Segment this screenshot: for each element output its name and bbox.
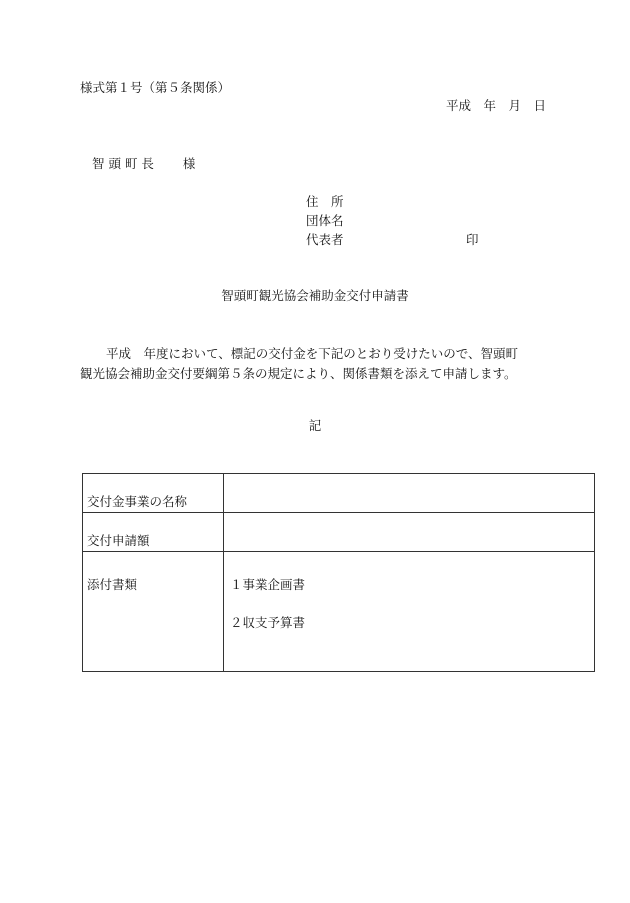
attachment-item-2: ２収支予算書 — [230, 615, 306, 630]
address-label: 住 所 — [306, 194, 344, 209]
seal-label: 印 — [466, 232, 479, 247]
representative-label: 代表者 — [306, 232, 344, 247]
project-name-value[interactable] — [224, 474, 595, 513]
requested-amount-label: 交付申請額 — [83, 513, 224, 552]
ki-heading: 記 — [308, 418, 322, 433]
table-row-project-name — [83, 474, 595, 513]
attachments-label: 添付書類 — [83, 552, 224, 672]
addressee: 智 頭 町 長 様 — [92, 156, 196, 171]
attachment-item-1: １事業企画書 — [230, 577, 306, 592]
project-name-label: 交付金事業の名称 — [83, 474, 224, 513]
details-table — [82, 473, 595, 672]
body-line-1: 平成 年度において、標記の交付金を下記のとおり受けたいので、智頭町 — [106, 346, 519, 361]
organization-label: 団体名 — [306, 213, 344, 228]
body-line-2: 観光協会補助金交付要綱第５条の規定により、関係書類を添えて申請します。 — [80, 366, 517, 381]
attachments-list — [224, 552, 595, 672]
requested-amount-value[interactable] — [224, 513, 595, 552]
date-line: 平成 年 月 日 — [446, 98, 547, 113]
table-row-attachments — [83, 552, 595, 672]
document-title: 智頭町観光協会補助金交付申請書 — [221, 288, 409, 303]
body-text — [80, 344, 560, 384]
table-row-requested-amount — [83, 513, 595, 552]
form-number: 様式第１号（第５条関係） — [80, 80, 231, 95]
